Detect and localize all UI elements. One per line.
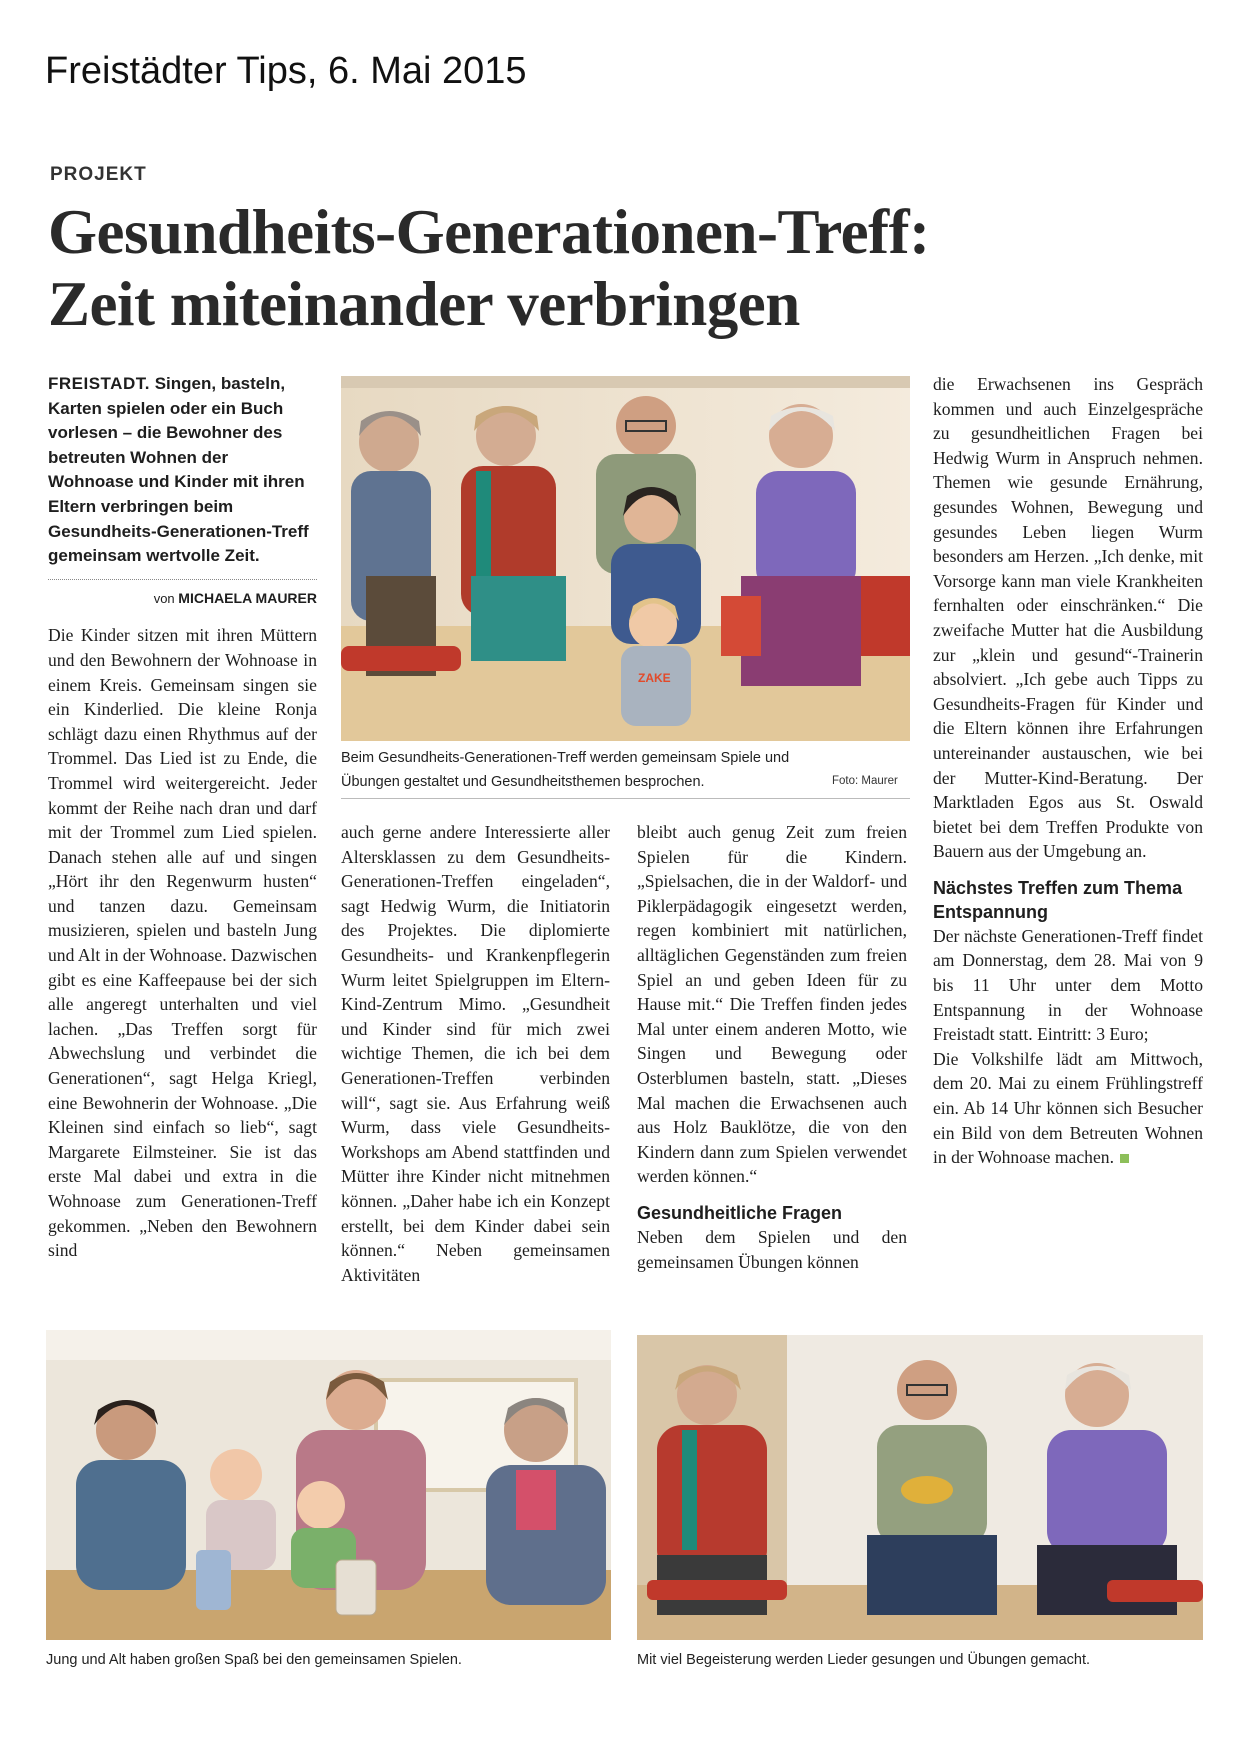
byline-prefix: von	[153, 590, 175, 606]
article-column-1	[48, 372, 317, 1263]
body-text-col1: Die Kinder sitzen mit ihren Müttern und den Bewohnern der Wohnoase in einem Kreis. Gemeinsam singen sie ein Kinderlied. Die kleine Ronja schlägt dazu einen Rhythmus auf der Trommel. Das Lied ist zu Ende, die Trommel wird weitergereicht. Jeder kommt der Reihe nach dran und darf mit der Trommel zum Lied spielen. Danach stehen alle auf und singen „Hört ihr den Regenwurm husten“ und tanzen dazu. Gemeinsam musizieren, spielen und basteln Jung und Alt in der Wohnoase. Dazwischen gibt es eine Kaffeepause bei der sich alle angeregt unterhalten und viel lachen. „Das Treffen sorgt für Abwechslung und verbindet die Generationen“, sagt Helga Kriegl, eine Bewohnerin der Wohnoase. „Die Kleinen sind einfach so lieb“, sagt Margarete Eilmsteiner. Sie ist das erste Mal dabei und extra in die Wohnoase zum Generationen-Treff gekommen. „Neben den Bewohnern sind	[48, 625, 317, 1261]
body-text-col4: die Erwachsenen ins Gespräch kommen und auch Einzelgespräche zu gesundheitlichen Fragen bei Hedwig Wurm in Anspruch nehmen. Themen wie gesunde Ernährung, gesundes Wohnen, Bewegung und gesundes Leben liegen Wurm besonders am Herzen. „Ich denke, mit Vorsorge kann man viele Krankheiten fernhalten oder einschränken.“ Die zweifache Mutter hat die Ausbildung zur „klein und gesund“-Trainerin absolviert. „Ich gebe auch Tipps zu Gesundheits-Fragen für Kinder und die Eltern können ihre Erfahrungen untereinander austauschen, wie bei der Mutter-Kind-Beratung. Der Marktladen Egos aus St. Oswald bietet bei dem Treffen Produkte von Bauern aus der Umgebung an.	[933, 374, 1203, 862]
shirt-print: ZAKE	[638, 671, 671, 685]
body-text-col4-p3	[933, 1047, 1203, 1170]
photo-crafting-table	[46, 1330, 611, 1640]
subheading-next-meeting: Nächstes Treffen zum Thema Entspannung	[933, 877, 1183, 922]
body-text-col4-p3-text: Die Volkshilfe lädt am Mittwoch, dem 20. Mai zu einem Frühlingstreff ein. Ab 14 Uhr können sich Besucher ein Bild von dem Betreuten Wohnen in der Wohnoase machen.	[933, 1048, 1203, 1168]
article-column-4	[933, 372, 1203, 1170]
article-headline	[48, 196, 1198, 340]
photo-seated-circle	[341, 376, 910, 741]
top-photo-caption: Beim Gesundheits-Generationen-Treff werden gemeinsam Spiele und Übungen gestaltet und Gesundheitsthemen besprochen.	[341, 750, 790, 790]
section-kicker: PROJEKT	[50, 164, 147, 185]
top-photo	[341, 376, 910, 741]
bottom-right-photo	[637, 1335, 1203, 1640]
headline-line-2: Zeit miteinander verbringen	[48, 269, 800, 339]
headline-line-1: Gesundheits-Generationen-Treff:	[48, 197, 930, 267]
article-column-3	[637, 820, 907, 1274]
bottom-left-caption: Jung und Alt haben großen Spaß bei den gemeinsamen Spielen.	[46, 1652, 462, 1668]
bottom-left-photo	[46, 1330, 611, 1640]
subheading-health-questions: Gesundheitliche Fragen	[637, 1202, 843, 1223]
body-text-col3: bleibt auch genug Zeit zum freien Spielen für die Kindern. „Spielsachen, die in der Waldorf- und Piklerpädagogik eingesetzt werden, regen kombiniert mit natürlichen, alltäglichen Gegenständen zum freien Spiel an und geben Ideen für zu Hause mit.“ Die Treffen finden jedes Mal unter einem anderen Motto, wie Singen und Bewegung oder Osterblumen basteln, statt. „Dieses Mal machen die Erwachsenen auch aus Holz Bauklötze, die von den Kindern dann zum Spielen verwendet werden können.“	[637, 822, 907, 1187]
photo-singing-group	[637, 1335, 1203, 1640]
body-text-col2: auch gerne andere Interessierte aller Altersklassen zu dem Gesundheits-Generationen-Treffen eingeladen“, sagt Hedwig Wurm, die Initiatorin des Projektes. Die diplomierte Gesundheits- und Krankenpflegerin Wurm leitet Spielgruppen im Eltern-Kind-Zentrum Mimo. „Gesundheit und Kinder sind für mich zwei wichtige Themen, die ich bei dem Generationen-Treffen verbinden will“, sagt sie. Aus Erfahrung weiß Wurm, dass viele Gesundheits-Workshops am Abend stattfinden und Mütter ihre Kinder nicht mitnehmen können. „Daher habe ich ein Konzept erstellt, bei dem Kinder dabei sein können.“ Neben gemeinsamen Aktivitäten	[341, 822, 610, 1285]
article-column-2	[341, 820, 610, 1287]
byline	[48, 579, 317, 612]
top-photo-credit: Foto: Maurer	[832, 775, 898, 787]
bottom-right-caption: Mit viel Begeisterung werden Lieder gesungen und Übungen gemacht.	[637, 1652, 1091, 1668]
byline-author: MICHAELA MAURER	[178, 589, 317, 606]
body-text-col3-after: Neben dem Spielen und den gemeinsamen Übungen können	[637, 1226, 907, 1272]
article-end-mark	[1120, 1154, 1129, 1163]
lead-paragraph	[48, 372, 317, 569]
caption-divider	[341, 798, 910, 799]
body-text-col4-p2: Der nächste Generationen-Treff findet am Donnerstag, dem 28. Mai von 9 bis 11 Uhr unter dem Motto Entspannung in der Wohnoase Freistadt statt. Eintritt: 3 Euro;	[933, 925, 1203, 1045]
source-line: Freistädter Tips, 6. Mai 2015	[45, 50, 527, 92]
dateline: FREISTADT.	[48, 374, 150, 393]
lead-text: Singen, basteln, Karten spielen oder ein Buch vorlesen – die Bewohner des betreuten Wohnen der Wohnoase und Kinder mit ihren Eltern verbringen beim Gesundheits-Generationen-Treff gemeinsam wertvolle Zeit.	[48, 374, 309, 566]
